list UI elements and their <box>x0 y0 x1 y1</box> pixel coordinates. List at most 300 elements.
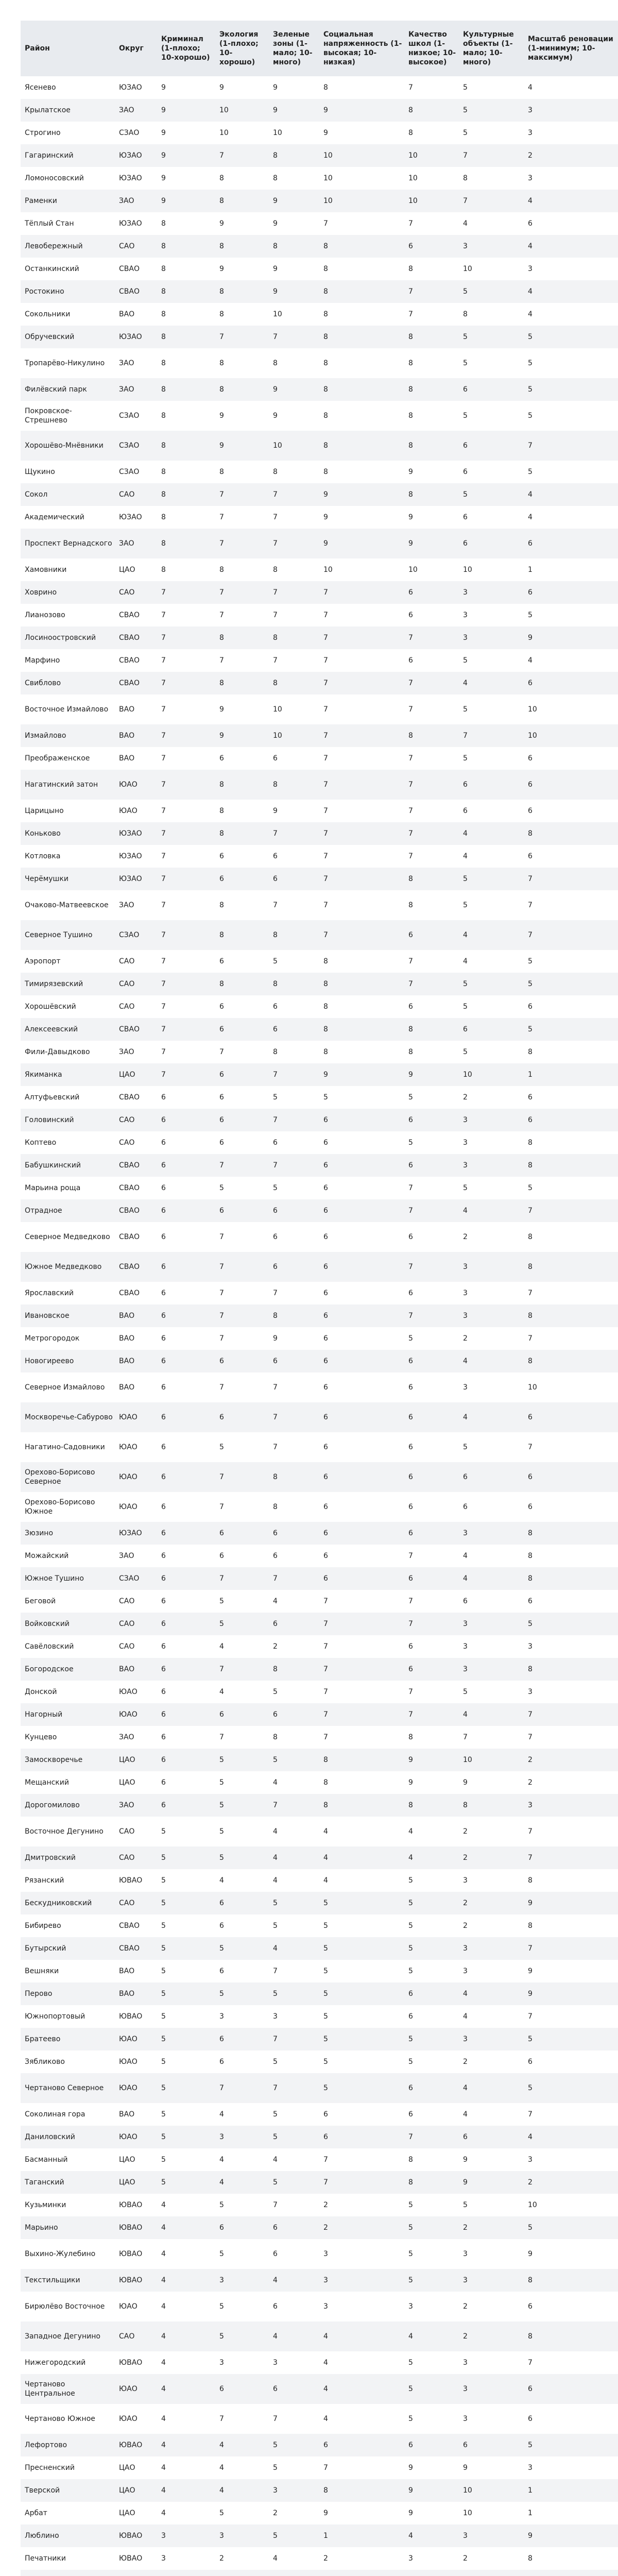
cell-social-tension: 8 <box>320 258 405 280</box>
cell-social-tension: 6 <box>320 2434 405 2456</box>
cell-crime: 5 <box>158 2005 216 2028</box>
cell-district: Строгино <box>21 122 116 144</box>
cell-crime: 7 <box>158 1041 216 1063</box>
cell-green-zones: 7 <box>270 1063 320 1086</box>
cell-school-quality: 5 <box>405 2028 460 2050</box>
cell-cultural-objects: 3 <box>460 1282 525 1304</box>
cell-renovation: 7 <box>525 1846 618 1869</box>
cell-school-quality: 6 <box>405 1350 460 1372</box>
cell-district: Люблино <box>21 2524 116 2547</box>
table-row <box>21 1545 618 1567</box>
cell-district: Ростокино <box>21 280 116 303</box>
table-row <box>21 2434 618 2456</box>
cell-cultural-objects: 3 <box>460 1304 525 1327</box>
cell-crime: 6 <box>158 1402 216 1432</box>
cell-green-zones: 5 <box>270 1914 320 1937</box>
cell-green-zones: 10 <box>270 694 320 724</box>
cell-renovation: 1 <box>525 1063 618 1086</box>
cell-renovation: 7 <box>525 1726 618 1749</box>
column-header-school-quality[interactable]: Качество школ (1-низкое; 10-высокое) <box>405 21 460 76</box>
table-row <box>21 2547 618 2570</box>
cell-okrug: СВАО <box>116 626 158 649</box>
cell-cultural-objects: 6 <box>460 461 525 483</box>
table-row <box>21 1658 618 1681</box>
cell-cultural-objects: 3 <box>460 1937 525 1960</box>
cell-district: Дмитровский <box>21 1846 116 1869</box>
cell-social-tension: 10 <box>320 144 405 167</box>
cell-okrug: ЦАО <box>116 2479 158 2502</box>
cell-social-tension: 5 <box>320 2050 405 2073</box>
table-row <box>21 2524 618 2547</box>
cell-cultural-objects: 2 <box>460 1817 525 1846</box>
cell-crime: 6 <box>158 1613 216 1635</box>
cell-cultural-objects: 9 <box>460 1771 525 1794</box>
cell-crime: 7 <box>158 973 216 995</box>
cell-district: Бибирево <box>21 1914 116 1937</box>
cell-green-zones: 5 <box>270 1086 320 1109</box>
cell-cultural-objects: 9 <box>460 2171 525 2194</box>
cell-cultural-objects: 3 <box>460 1613 525 1635</box>
cell-green-zones: 5 <box>270 1982 320 2005</box>
cell-ecology: 9 <box>216 76 270 99</box>
cell-renovation: 6 <box>525 672 618 694</box>
cell-social-tension: 7 <box>320 770 405 800</box>
cell-school-quality: 8 <box>405 890 460 920</box>
cell-crime: 6 <box>158 1492 216 1522</box>
cell-district: Отрадное <box>21 1199 116 1222</box>
cell-green-zones: 8 <box>270 973 320 995</box>
cell-crime: 8 <box>158 235 216 258</box>
cell-green-zones: 4 <box>270 1771 320 1794</box>
cell-crime: 5 <box>158 1869 216 1892</box>
cell-ecology: 9 <box>216 694 270 724</box>
cell-cultural-objects: 2 <box>460 1846 525 1869</box>
table-row <box>21 1252 618 1282</box>
cell-renovation: 6 <box>525 995 618 1018</box>
cell-okrug: ЮАО <box>116 1462 158 1492</box>
cell-green-zones: 9 <box>270 99 320 122</box>
table-row <box>21 800 618 822</box>
cell-crime: 7 <box>158 724 216 747</box>
cell-renovation: 4 <box>525 190 618 212</box>
districts-table <box>21 21 618 2576</box>
cell-renovation: 10 <box>525 1372 618 1402</box>
cell-green-zones: 6 <box>270 1252 320 1282</box>
cell-social-tension: 6 <box>320 1199 405 1222</box>
cell-okrug: ЮАО <box>116 1681 158 1703</box>
cell-district: Восточное Измайлово <box>21 694 116 724</box>
cell-okrug: ЮВАО <box>116 1869 158 1892</box>
cell-district: Ховрино <box>21 581 116 604</box>
cell-cultural-objects: 3 <box>460 1522 525 1545</box>
cell-cultural-objects: 4 <box>460 1567 525 1590</box>
cell-social-tension: 6 <box>320 1522 405 1545</box>
cell-social-tension: 8 <box>320 348 405 378</box>
table-row <box>21 724 618 747</box>
table-row <box>21 235 618 258</box>
cell-social-tension: 8 <box>320 326 405 348</box>
cell-cultural-objects: 2 <box>460 2216 525 2239</box>
cell-okrug: ВАО <box>116 1658 158 1681</box>
cell-social-tension: 7 <box>320 626 405 649</box>
cell-crime: 6 <box>158 1749 216 1771</box>
cell-green-zones: 8 <box>270 626 320 649</box>
cell-district: Щукино <box>21 461 116 483</box>
cell-green-zones: 7 <box>270 326 320 348</box>
cell-okrug: ЦАО <box>116 2148 158 2171</box>
cell-okrug: ВАО <box>116 303 158 326</box>
cell-school-quality: 7 <box>405 626 460 649</box>
cell-cultural-objects: 3 <box>460 1658 525 1681</box>
cell-cultural-objects: 5 <box>460 401 525 431</box>
cell-green-zones: 7 <box>270 2028 320 2050</box>
table-row <box>21 2456 618 2479</box>
cell-crime: 4 <box>158 2374 216 2404</box>
table-row <box>21 694 618 724</box>
cell-crime: 4 <box>158 2292 216 2321</box>
cell-social-tension: 3 <box>320 2292 405 2321</box>
cell-district: Тёплый Стан <box>21 212 116 235</box>
cell-district: Ломоносовский <box>21 167 116 190</box>
cell-cultural-objects: 4 <box>460 1545 525 1567</box>
cell-ecology: 7 <box>216 1282 270 1304</box>
cell-school-quality: 5 <box>405 1086 460 1109</box>
cell-green-zones: 8 <box>270 144 320 167</box>
cell-renovation: 6 <box>525 581 618 604</box>
cell-school-quality: 7 <box>405 280 460 303</box>
cell-school-quality: 8 <box>405 258 460 280</box>
cell-school-quality: 6 <box>405 1658 460 1681</box>
cell-social-tension: 8 <box>320 280 405 303</box>
cell-school-quality: 7 <box>405 1545 460 1567</box>
cell-green-zones: 9 <box>270 258 320 280</box>
cell-ecology: 6 <box>216 1018 270 1041</box>
cell-district: Дорогомилово <box>21 1794 116 1817</box>
cell-social-tension: 6 <box>320 1462 405 1492</box>
cell-crime: 7 <box>158 1018 216 1041</box>
cell-renovation: 5 <box>525 973 618 995</box>
cell-ecology: 6 <box>216 747 270 770</box>
cell-cultural-objects: 3 <box>460 1960 525 1982</box>
cell-school-quality: 7 <box>405 845 460 868</box>
cell-crime: 6 <box>158 1771 216 1794</box>
cell-district: Москворечье-Сабурово <box>21 1402 116 1432</box>
cell-social-tension: 2 <box>320 2216 405 2239</box>
cell-cultural-objects: 3 <box>460 626 525 649</box>
cell-renovation: 9 <box>525 1960 618 1982</box>
cell-renovation: 6 <box>525 1109 618 1131</box>
cell-ecology: 5 <box>216 1846 270 1869</box>
cell-school-quality: 8 <box>405 2171 460 2194</box>
cell-okrug: САО <box>116 235 158 258</box>
cell-ecology: 8 <box>216 461 270 483</box>
cell-district: Свиблово <box>21 672 116 694</box>
cell-okrug: ЮЗАО <box>116 144 158 167</box>
table-row <box>21 1462 618 1492</box>
cell-school-quality: 5 <box>405 1914 460 1937</box>
cell-cultural-objects: 4 <box>460 822 525 845</box>
cell-renovation: 5 <box>525 1177 618 1199</box>
cell-cultural-objects: 4 <box>460 845 525 868</box>
cell-district: Нагатинский затон <box>21 770 116 800</box>
cell-renovation: 4 <box>525 303 618 326</box>
cell-okrug: ЮВАО <box>116 2434 158 2456</box>
cell-okrug: ЮЗАО <box>116 326 158 348</box>
cell-social-tension: 6 <box>320 1432 405 1462</box>
cell-renovation: 3 <box>525 258 618 280</box>
cell-school-quality: 8 <box>405 1018 460 1041</box>
cell-cultural-objects: 4 <box>460 2103 525 2126</box>
cell-social-tension: 6 <box>320 1304 405 1327</box>
cell-district: Якиманка <box>21 1063 116 1086</box>
column-header-ecology[interactable]: Экология (1-плохо; 10-хорошо) <box>216 21 270 76</box>
cell-ecology: 6 <box>216 1522 270 1545</box>
cell-crime: 7 <box>158 770 216 800</box>
cell-okrug: ЗАО <box>116 378 158 401</box>
cell-school-quality: 6 <box>405 2434 460 2456</box>
cell-green-zones: 6 <box>270 1131 320 1154</box>
table-row <box>21 2028 618 2050</box>
cell-district: Аэропорт <box>21 950 116 973</box>
column-header-okrug[interactable]: Округ <box>116 21 158 76</box>
cell-social-tension: 7 <box>320 1703 405 1726</box>
cell-social-tension: 7 <box>320 890 405 920</box>
cell-cultural-objects: 7 <box>460 1726 525 1749</box>
cell-ecology: 7 <box>216 529 270 558</box>
cell-green-zones: 6 <box>270 1522 320 1545</box>
cell-green-zones: 6 <box>270 1350 320 1372</box>
cell-cultural-objects <box>460 2570 525 2576</box>
cell-okrug: ЮВАО <box>116 2351 158 2374</box>
cell-green-zones: 6 <box>270 2216 320 2239</box>
cell-crime: 6 <box>158 1109 216 1131</box>
cell-green-zones: 7 <box>270 1372 320 1402</box>
cell-ecology: 5 <box>216 1177 270 1199</box>
cell-renovation: 7 <box>525 2351 618 2374</box>
cell-okrug: ВАО <box>116 724 158 747</box>
cell-district: Орехово-Борисово Южное <box>21 1492 116 1522</box>
cell-okrug: САО <box>116 1892 158 1914</box>
cell-cultural-objects: 5 <box>460 483 525 506</box>
cell-green-zones: 5 <box>270 1681 320 1703</box>
column-header-district[interactable]: Район <box>21 21 116 76</box>
cell-cultural-objects: 6 <box>460 1492 525 1522</box>
cell-district: Южное Тушино <box>21 1567 116 1590</box>
cell-ecology: 3 <box>216 2005 270 2028</box>
cell-cultural-objects: 3 <box>460 1635 525 1658</box>
cell-district: Лианозово <box>21 604 116 626</box>
cell-crime: 6 <box>158 1703 216 1726</box>
cell-social-tension: 7 <box>320 649 405 672</box>
cell-ecology: 7 <box>216 604 270 626</box>
cell-okrug: ЮАО <box>116 1492 158 1522</box>
cell-cultural-objects: 2 <box>460 1892 525 1914</box>
cell-crime: 7 <box>158 581 216 604</box>
cell-green-zones: 3 <box>270 2351 320 2374</box>
cell-okrug: ВАО <box>116 1327 158 1350</box>
cell-green-zones: 4 <box>270 2321 320 2351</box>
cell-renovation: 5 <box>525 461 618 483</box>
cell-crime: 5 <box>158 1914 216 1937</box>
cell-okrug: САО <box>116 1590 158 1613</box>
cell-ecology: 6 <box>216 2028 270 2050</box>
column-header-green-zones[interactable]: Зеленые зоны (1-мало; 10-много) <box>270 21 320 76</box>
cell-cultural-objects: 2 <box>460 2050 525 2073</box>
cell-social-tension: 7 <box>320 868 405 890</box>
cell-green-zones: 7 <box>270 1402 320 1432</box>
cell-social-tension: 5 <box>320 2005 405 2028</box>
cell-school-quality: 8 <box>405 1726 460 1749</box>
table-row <box>21 973 618 995</box>
cell-cultural-objects: 3 <box>460 581 525 604</box>
cell-crime: 7 <box>158 649 216 672</box>
cell-renovation: 7 <box>525 2103 618 2126</box>
cell-cultural-objects: 2 <box>460 2547 525 2570</box>
cell-district: Тропарёво-Никулино <box>21 348 116 378</box>
cell-ecology: 4 <box>216 1635 270 1658</box>
cell-ecology: 6 <box>216 1545 270 1567</box>
cell-district: Северное Измайлово <box>21 1372 116 1402</box>
cell-ecology: 4 <box>216 1869 270 1892</box>
table-row <box>21 1063 618 1086</box>
cell-cultural-objects: 3 <box>460 1131 525 1154</box>
column-header-crime[interactable]: Криминал (1-плохо; 10-хорошо) <box>158 21 216 76</box>
cell-okrug: САО <box>116 1846 158 1869</box>
cell-ecology: 7 <box>216 2404 270 2434</box>
cell-social-tension: 6 <box>320 1402 405 1432</box>
cell-school-quality: 8 <box>405 401 460 431</box>
cell-district: Пресненский <box>21 2456 116 2479</box>
cell-cultural-objects: 10 <box>460 2479 525 2502</box>
cell-green-zones: 10 <box>270 431 320 461</box>
cell-renovation: 3 <box>525 122 618 144</box>
table-row <box>21 890 618 920</box>
column-header-renovation[interactable]: Масштаб реновации (1-минимум; 10-максимум) <box>525 21 618 76</box>
table-row <box>21 280 618 303</box>
cell-okrug: ЮАО <box>116 2028 158 2050</box>
cell-district: Братеево <box>21 2028 116 2050</box>
cell-social-tension: 7 <box>320 1613 405 1635</box>
cell-school-quality: 7 <box>405 1681 460 1703</box>
table-row <box>21 1960 618 1982</box>
table-row <box>21 2502 618 2524</box>
cell-school-quality: 7 <box>405 1613 460 1635</box>
table-row <box>21 1402 618 1432</box>
cell-district: Фили-Давыдково <box>21 1041 116 1063</box>
cell-okrug: ЗАО <box>116 890 158 920</box>
cell-school-quality: 7 <box>405 303 460 326</box>
cell-crime: 4 <box>158 2434 216 2456</box>
cell-okrug: СВАО <box>116 1199 158 1222</box>
cell-okrug: ЮАО <box>116 2050 158 2073</box>
cell-social-tension: 5 <box>320 1086 405 1109</box>
cell-ecology: 6 <box>216 868 270 890</box>
cell-cultural-objects: 4 <box>460 950 525 973</box>
cell-social-tension: 7 <box>320 1726 405 1749</box>
cell-school-quality: 9 <box>405 2502 460 2524</box>
cell-okrug: ЮАО <box>116 2073 158 2103</box>
cell-crime: 7 <box>158 800 216 822</box>
cell-ecology: 7 <box>216 1252 270 1282</box>
cell-social-tension: 6 <box>320 1109 405 1131</box>
cell-school-quality: 7 <box>405 212 460 235</box>
cell-renovation: 8 <box>525 1222 618 1252</box>
cell-social-tension: 7 <box>320 822 405 845</box>
cell-green-zones: 8 <box>270 1726 320 1749</box>
cell-ecology: 5 <box>216 2502 270 2524</box>
cell-green-zones: 8 <box>270 1041 320 1063</box>
cell-school-quality: 5 <box>405 2050 460 2073</box>
table-row <box>21 190 618 212</box>
cell-renovation: 3 <box>525 1794 618 1817</box>
cell-district: Замоскворечье <box>21 1749 116 1771</box>
cell-crime: 7 <box>158 1063 216 1086</box>
cell-cultural-objects: 8 <box>460 1794 525 1817</box>
table-row <box>21 167 618 190</box>
cell-district: Коптево <box>21 1131 116 1154</box>
cell-green-zones: 8 <box>270 1492 320 1522</box>
table-row <box>21 1018 618 1041</box>
cell-renovation: 3 <box>525 2456 618 2479</box>
cell-social-tension: 5 <box>320 2073 405 2103</box>
cell-school-quality: 6 <box>405 1222 460 1252</box>
cell-school-quality: 6 <box>405 649 460 672</box>
cell-social-tension: 7 <box>320 604 405 626</box>
cell-school-quality: 6 <box>405 1402 460 1432</box>
cell-crime: 5 <box>158 1817 216 1846</box>
column-header-social-tension[interactable]: Социальная напряженность (1-высокая; 10-низкая) <box>320 21 405 76</box>
cell-social-tension: 10 <box>320 558 405 581</box>
cell-social-tension: 7 <box>320 845 405 868</box>
cell-cultural-objects: 6 <box>460 1018 525 1041</box>
cell-crime: 6 <box>158 1658 216 1681</box>
table-row <box>21 1846 618 1869</box>
cell-crime: 4 <box>158 2479 216 2502</box>
cell-school-quality: 7 <box>405 800 460 822</box>
cell-ecology: 6 <box>216 1892 270 1914</box>
cell-renovation: 8 <box>525 1350 618 1372</box>
cell-district: Ивановское <box>21 1304 116 1327</box>
cell-renovation: 5 <box>525 1018 618 1041</box>
cell-green-zones: 5 <box>270 1749 320 1771</box>
cell-green-zones: 7 <box>270 822 320 845</box>
column-header-cultural-objects[interactable]: Культурные объекты (1-мало; 10-много) <box>460 21 525 76</box>
cell-cultural-objects: 3 <box>460 1372 525 1402</box>
cell-ecology: 8 <box>216 920 270 950</box>
cell-district: Арбат <box>21 2502 116 2524</box>
cell-renovation: 5 <box>525 2028 618 2050</box>
cell-cultural-objects: 5 <box>460 326 525 348</box>
cell-green-zones: 4 <box>270 2148 320 2171</box>
cell-school-quality: 6 <box>405 1982 460 2005</box>
cell-crime: 4 <box>158 2321 216 2351</box>
cell-school-quality: 10 <box>405 167 460 190</box>
cell-school-quality: 5 <box>405 1892 460 1914</box>
cell-cultural-objects: 10 <box>460 258 525 280</box>
cell-ecology: 5 <box>216 2321 270 2351</box>
cell-okrug: ЦАО <box>116 558 158 581</box>
cell-ecology: 8 <box>216 822 270 845</box>
cell-cultural-objects: 3 <box>460 1109 525 1131</box>
cell-renovation: 3 <box>525 99 618 122</box>
cell-green-zones: 9 <box>270 378 320 401</box>
table-row <box>21 2404 618 2434</box>
cell-social-tension: 6 <box>320 1252 405 1282</box>
cell-green-zones: 2 <box>270 2502 320 2524</box>
cell-okrug: ЮВАО <box>116 2269 158 2292</box>
cell-ecology: 9 <box>216 212 270 235</box>
cell-renovation: 5 <box>525 326 618 348</box>
